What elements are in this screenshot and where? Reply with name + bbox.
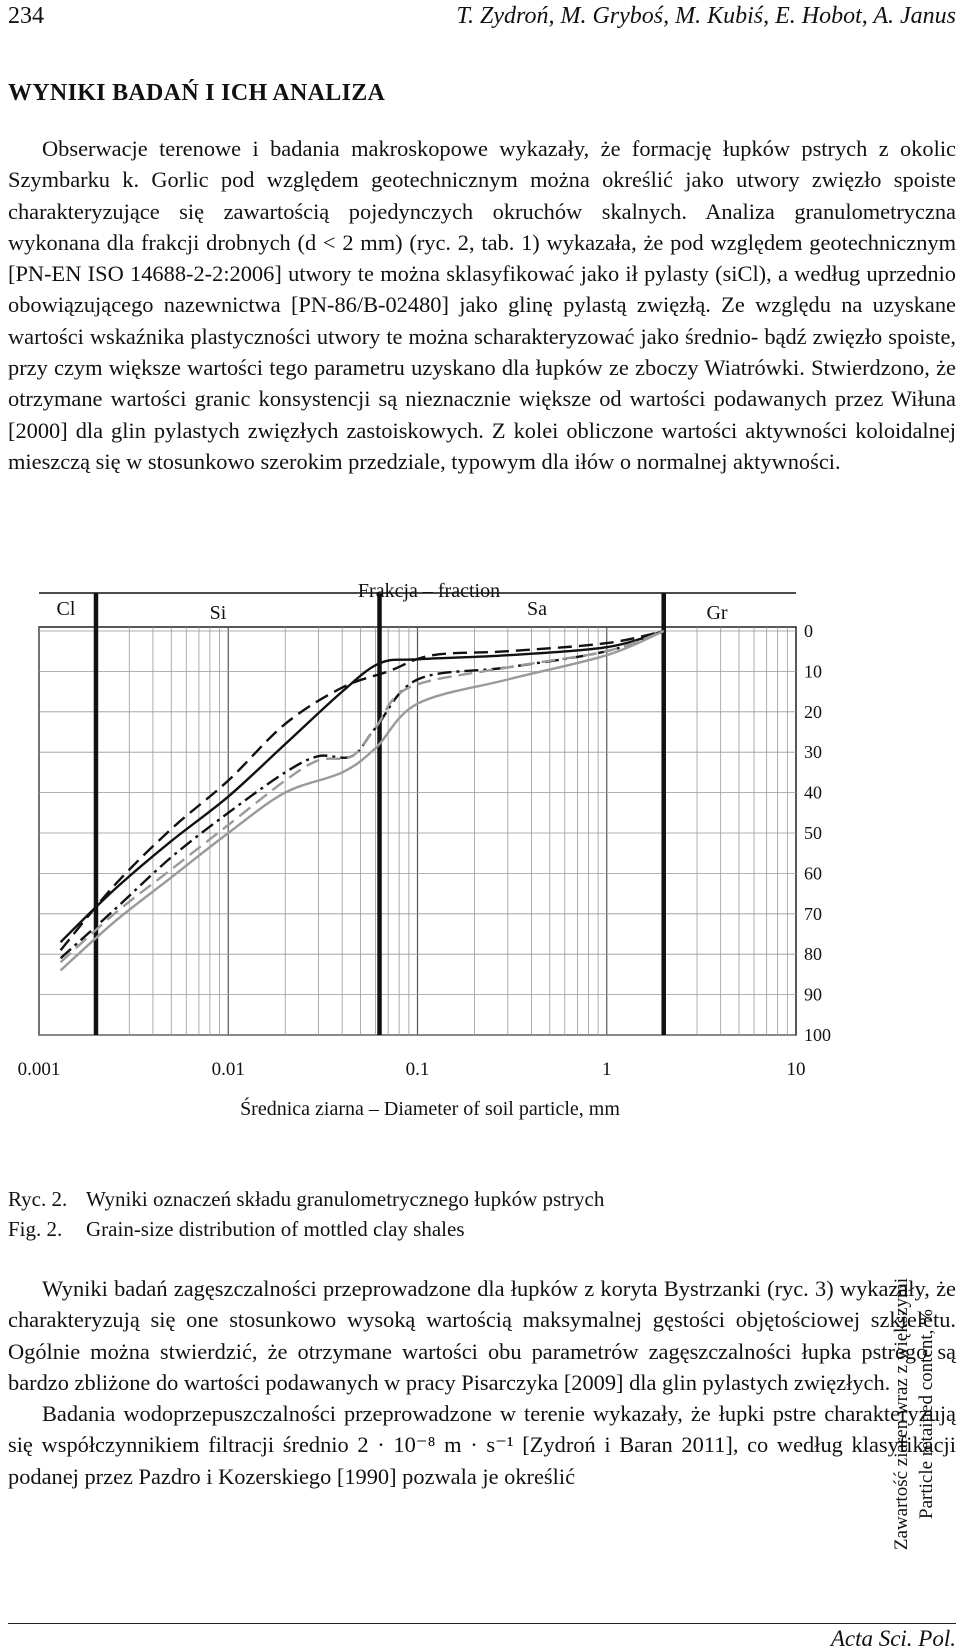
y-tick-label: 40 xyxy=(804,782,822,803)
x-tick-labels xyxy=(18,1059,806,1080)
paragraph-permeability xyxy=(8,1398,956,1492)
fraction-label: Si xyxy=(209,602,227,624)
caption-pl xyxy=(8,1184,604,1214)
fraction-label: Cl xyxy=(56,598,76,620)
paragraph-text: Wyniki badań zagęszczalności przeprowadzone dla łupków z koryta Bystrzanki (ryc. 3) wykazały, że charakteryzują się one stosunkowo wysoką wartością maksymalnej gęstości objętościowej szkieletu. Ogólnie można stwierdzić, że otrzymane wartości obu parametrów zagęszczalności łupka pstrego są bardzo zbliżone do wartości podawanych w pracy Pisarczyka [2009] dla glin pylastych zwięzłych. xyxy=(8,1276,956,1395)
grain-size-curve-2 xyxy=(61,631,664,950)
y-tick-labels xyxy=(804,621,831,1045)
fraction-label: Sa xyxy=(527,598,547,620)
fraction-label: Gr xyxy=(706,602,728,624)
y-axis-label-pl: Zawartość ziaren wraz z większymi xyxy=(891,1277,912,1551)
y-tick-label: 100 xyxy=(804,1025,831,1045)
grain-size-curve-1 xyxy=(61,631,664,942)
y-tick-label: 50 xyxy=(804,823,822,843)
footer-rule xyxy=(8,1623,956,1624)
paragraph-text: Obserwacje terenowe i badania makroskopowe wykazały, że formację łupków pstrych z okolic Szymbarku k. Gorlic pod względem geotechnicznym można określić jako utwory zwięzło spoiste charakteryzujące się zawartością pojedynczych okruchów skalnych. Analiza granulometryczna wykonana dla frakcji drobnych (d < 2 mm) (ryc. 2, tab. 1) wykazała, że pod względem geotechnicznym [PN-EN ISO 14688-2-2:2006] utwory te można sklasyfikować jako ił pylasty (siCl), a według uprzednio obowiązującego nazewnictwa [PN-86/B-02480] jako glinę pylastą zwięzłą. Ze względu na uzyskane wartości wskaźnika plastyczności utwory te można scharakteryzować jako średnio- bądź zwięzło spoiste, przy czym większe wartości tego parametru uzyskano dla łupków ze zboczy Wiatrówki. Stwierdzono, że otrzymane wartości granic konsystencji są nieznacznie większe od wartości podawanych przez Wiłuna [2000] dla glin pylastych zwięzłych zastoiskowych. Z kolei obliczone wartości aktywności koloidalnej mieszczą się w stosunkowo szerokim przedziale, typowym dla iłów o normalnej aktywności. xyxy=(8,136,956,474)
journal-footer: Acta Sci. Pol. xyxy=(830,1626,956,1651)
x-tick-label: 0.001 xyxy=(17,1059,61,1080)
grain-size-curve-4 xyxy=(61,631,664,970)
y-tick-label: 0 xyxy=(804,621,813,641)
x-tick-label: 0.01 xyxy=(211,1059,245,1080)
x-tick-label: 1 xyxy=(602,1059,612,1080)
y-tick-label: 20 xyxy=(804,701,822,722)
x-tick-label: 0.1 xyxy=(405,1059,430,1080)
caption-text: Grain-size distribution of mottled clay shales xyxy=(86,1217,465,1241)
x-tick-label: 10 xyxy=(786,1059,806,1080)
caption-en xyxy=(8,1214,604,1244)
paragraph-results-1 xyxy=(8,133,956,477)
caption-label: Fig. 2. xyxy=(8,1217,63,1241)
figure-captions xyxy=(8,1184,604,1244)
y-tick-label: 80 xyxy=(804,944,822,965)
grain-size-curves xyxy=(61,631,664,970)
x-axis-label: Średnica ziarna – Diameter of soil particle, mm xyxy=(240,1098,620,1120)
section-title: WYNIKI BADAŃ I ICH ANALIZA xyxy=(8,80,386,106)
y-tick-label: 70 xyxy=(804,903,822,924)
y-tick-label: 10 xyxy=(804,661,822,682)
paragraph-text: Badania wodoprzepuszczalności przeprowadzone w terenie wykazały, że łupki pstre charakteryzują się współczynnikiem filtracji średnio 2 · 10⁻⁸ m · s⁻¹ [Zydroń i Baran 2011], co według klasyfikacji podanej przez Pazdro i Kozerskiego [1990] pozwala je określić xyxy=(8,1401,956,1489)
page-number: 234 xyxy=(8,3,44,29)
y-tick-label: 60 xyxy=(804,863,822,884)
caption-text: Wyniki oznaczeń składu granulometrycznego łupków pstrych xyxy=(86,1187,605,1211)
y-tick-label: 90 xyxy=(804,984,822,1005)
y-tick-label: 30 xyxy=(804,742,822,763)
chart-title: Frakcja – fraction xyxy=(357,580,501,602)
y-axis-label-en: Particle retained content, % xyxy=(916,1309,937,1519)
caption-label: Ryc. 2. xyxy=(8,1187,68,1211)
paragraph-compaction xyxy=(8,1273,956,1398)
running-header-authors: T. Zydroń, M. Gryboś, M. Kubiś, E. Hobot, A. Janus xyxy=(456,3,956,29)
